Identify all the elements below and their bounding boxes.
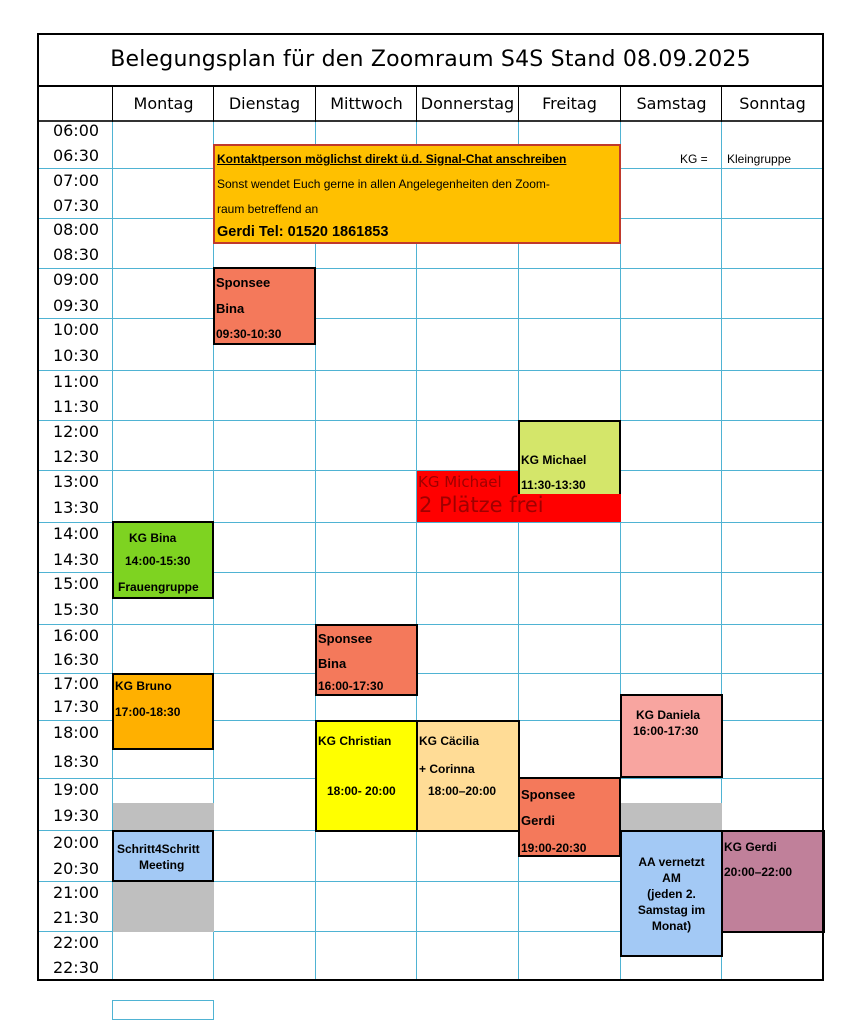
event-line: AM <box>662 871 681 885</box>
event-line: 09:30-10:30 <box>216 327 282 341</box>
legend-meaning: Kleingruppe <box>727 152 792 166</box>
event-line: 18:00- 20:00 <box>327 784 396 798</box>
time-label: 15:30 <box>52 600 100 619</box>
event-line: KG Christian <box>318 734 392 748</box>
time-label: 07:30 <box>52 196 100 215</box>
event-line: Schritt4Schritt <box>117 842 200 856</box>
time-label: 12:30 <box>52 447 100 466</box>
time-label: 14:30 <box>52 550 100 569</box>
notice-line3: raum betreffend an <box>217 202 319 216</box>
event-line: Sponsee <box>521 787 576 802</box>
event-line: Samstag im <box>637 903 706 917</box>
event-line: 14:00-15:30 <box>125 554 191 568</box>
notice-line4: Gerdi Tel: 01520 1861853 <box>217 224 389 240</box>
time-label: 14:00 <box>52 524 100 543</box>
time-label: 08:00 <box>52 220 100 239</box>
time-label: 21:00 <box>52 883 100 902</box>
time-label: 10:00 <box>52 320 100 339</box>
time-label: 09:30 <box>52 296 100 315</box>
notice-line1: Kontaktperson möglichst direkt ü.d. Signal-Chat anschreiben <box>217 152 567 166</box>
event-line: Bina <box>318 656 347 671</box>
event-line: + Corinna <box>419 762 475 776</box>
event-line: Meeting <box>139 858 185 872</box>
time-label: 06:00 <box>52 121 100 140</box>
time-label: 22:30 <box>52 958 100 977</box>
schedule-frame <box>37 33 824 981</box>
day-header-dienstag: Dienstag <box>228 93 301 113</box>
time-label: 22:00 <box>52 933 100 952</box>
event-line: 18:00–20:00 <box>428 784 497 798</box>
time-label: 12:00 <box>52 422 100 441</box>
time-label: 11:30 <box>52 397 100 416</box>
event-line: Monat) <box>651 919 692 933</box>
time-label: 11:00 <box>52 372 100 391</box>
day-header-mittwoch: Mittwoch <box>330 93 403 113</box>
time-label: 10:30 <box>52 346 100 365</box>
time-label: 21:30 <box>52 908 100 927</box>
day-header-samstag: Samstag <box>636 93 707 113</box>
time-label: 16:00 <box>52 626 100 645</box>
event-line: KG Michael <box>418 473 502 491</box>
time-label: 19:00 <box>52 780 100 799</box>
time-label: 18:00 <box>52 723 100 742</box>
event-line: Gerdi <box>521 813 555 828</box>
day-header-donnerstag: Donnerstag <box>420 93 515 113</box>
event-line: KG Gerdi <box>724 840 777 854</box>
event-line: KG Michael <box>521 453 587 467</box>
event-line: KG Bruno <box>115 679 172 693</box>
event-line: 19:00-20:30 <box>521 841 587 855</box>
time-label: 08:30 <box>52 245 100 264</box>
time-label: 17:30 <box>52 697 100 716</box>
event-line: Sponsee <box>216 275 271 290</box>
event-line: KG Daniela <box>636 708 701 722</box>
legend-abbr: KG = <box>680 152 708 166</box>
event-line: 17:00-18:30 <box>115 705 181 719</box>
event-line: Bina <box>216 301 245 316</box>
event-line: AA vernetzt <box>638 855 705 869</box>
time-label: 07:00 <box>52 171 100 190</box>
event-line: Sponsee <box>318 631 373 646</box>
time-label: 18:30 <box>52 752 100 771</box>
time-label: 16:30 <box>52 650 100 669</box>
time-label: 20:00 <box>52 833 100 852</box>
time-label: 09:00 <box>52 270 100 289</box>
page-title: Belegungsplan für den Zoomraum S4S Stand 08.09.2025 <box>37 33 824 87</box>
event-line: 2 Plätze frei <box>419 493 544 517</box>
time-label: 06:30 <box>52 146 100 165</box>
empty-cell <box>112 1000 214 1020</box>
day-header-freitag: Freitag <box>542 93 597 113</box>
day-header-montag: Montag <box>133 93 194 113</box>
event-line: 16:00-17:30 <box>633 724 699 738</box>
event-line: KG Bina <box>129 531 177 545</box>
event-line: 11:30-13:30 <box>521 478 586 492</box>
event-line: (jeden 2. <box>647 887 696 901</box>
event-line: 16:00-17:30 <box>318 679 384 693</box>
day-header-sonntag: Sonntag <box>739 93 806 113</box>
time-label: 13:30 <box>52 498 100 517</box>
event-line: Frauengruppe <box>118 580 199 594</box>
time-label: 13:00 <box>52 472 100 491</box>
event-line: 20:00–22:00 <box>724 865 793 879</box>
notice-line2: Sonst wendet Euch gerne in allen Angelegenheiten den Zoom- <box>217 177 550 191</box>
event-line: KG Cäcilia <box>419 734 480 748</box>
time-label: 17:00 <box>52 674 100 693</box>
time-label: 20:30 <box>52 859 100 878</box>
time-label: 19:30 <box>52 806 100 825</box>
time-label: 15:00 <box>52 574 100 593</box>
